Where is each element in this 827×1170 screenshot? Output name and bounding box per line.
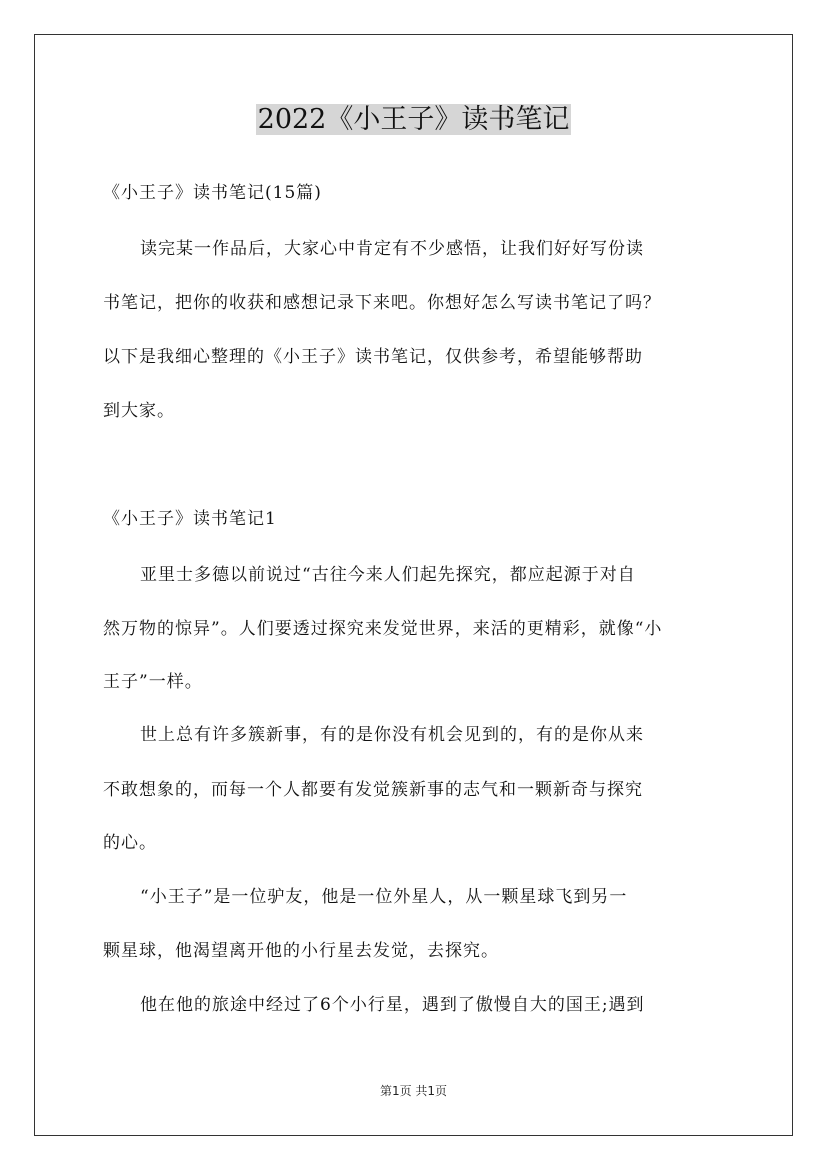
paragraph-line: 颗星球，他渴望离开他的小行星去发觉，去探究。: [103, 941, 499, 961]
document-title-text: 2022《小王子》读书笔记: [257, 104, 570, 135]
paragraph-line: 王子”一样。: [103, 672, 203, 692]
document-title: [0, 100, 827, 140]
paragraph-line: 不敢想象的，而每一个人都要有发觉簇新事的志气和一颗新奇与探究: [103, 780, 643, 800]
paragraph-line: 书笔记，把你的收获和感想记录下来吧。你想好怎么写读书笔记了吗？: [103, 293, 661, 313]
paragraph-line: 他在他的旅途中经过了6个小行星，遇到了傲慢自大的国王;遇到: [140, 995, 645, 1015]
section-heading: 《小王子》读书笔记1: [103, 509, 277, 529]
paragraph-line: 亚里士多德以前说过“古往今来人们起先探究，都应起源于对自: [140, 565, 636, 585]
paragraph-line: 以下是我细心整理的《小王子》读书笔记，仅供参考，希望能够帮助: [103, 347, 643, 367]
paragraph-line: “小王子”是一位驴友，他是一位外星人，从一颗星球飞到另一: [140, 887, 628, 907]
page-footer: 第1页 共1页: [379, 1084, 448, 1098]
subtitle-line: 《小王子》读书笔记(15篇): [103, 183, 322, 203]
paragraph-line: 到大家。: [103, 401, 175, 421]
paragraph-line: 的心。: [103, 833, 157, 853]
paragraph-line: 然万物的惊异”。人们要透过探究来发觉世界，来活的更精彩，就像“小: [103, 619, 663, 639]
paragraph-line: 读完某一作品后，大家心中肯定有不少感悟，让我们好好写份读: [140, 239, 644, 259]
paragraph-line: 世上总有许多簇新事，有的是你没有机会见到的，有的是你从来: [140, 725, 644, 745]
